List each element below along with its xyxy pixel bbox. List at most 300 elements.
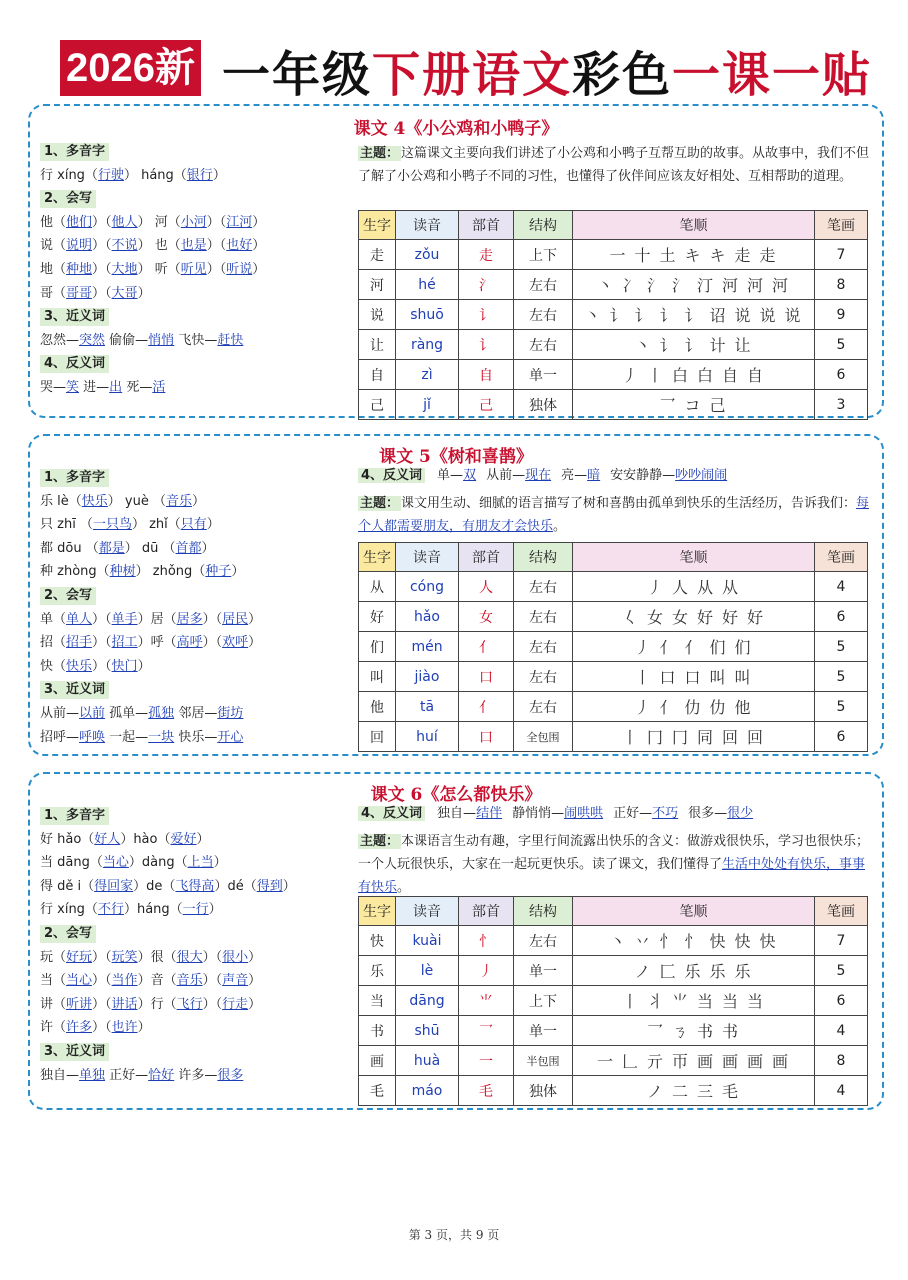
stroke-step: 讠	[684, 306, 704, 325]
antonyms-line	[358, 804, 870, 824]
antonym-pair	[437, 806, 502, 821]
vocab-line	[40, 537, 360, 561]
stroke-step: 当	[722, 992, 742, 1011]
text-fragment: ） zhǒng（	[135, 564, 206, 580]
text-fragment: ）音（	[137, 973, 177, 989]
column-header: 结构	[514, 211, 573, 240]
vocab-line	[40, 655, 360, 679]
text-fragment: ）dé（	[214, 878, 257, 894]
column-header: 笔顺	[573, 543, 815, 572]
vocab-word: 突然	[79, 332, 106, 348]
lesson-summary	[358, 830, 870, 899]
antonym-pair	[613, 806, 678, 821]
text-fragment: ）	[231, 564, 245, 580]
pinyin-cell: máo	[396, 1076, 459, 1106]
stroke-step: 回	[747, 728, 767, 747]
stroke-step: 回	[722, 728, 742, 747]
vocab-word: 小河	[180, 214, 207, 230]
stroke-step: 丶	[596, 276, 616, 295]
vocab-word: 不说	[111, 238, 138, 254]
vocab-line	[40, 608, 360, 632]
vocab-word: 行驶	[97, 167, 124, 183]
text-fragment: ）de（	[133, 878, 176, 894]
radical-cell: 人	[459, 572, 514, 602]
vocab-word: 招手	[66, 635, 93, 651]
vocab-word: 吵吵闹闹	[675, 468, 728, 483]
stroke-step: 自	[722, 366, 742, 385]
vocab-word: 听讲	[66, 996, 93, 1012]
vocab-word: 很大	[176, 949, 203, 965]
pinyin-cell: jǐ	[396, 390, 459, 420]
stroke-step: 口	[684, 668, 704, 687]
table-row	[359, 986, 868, 1016]
char-cell: 乐	[359, 956, 396, 986]
stroke-step: 同	[697, 728, 717, 747]
stroke-step: 氵	[671, 276, 691, 295]
stroke-step: 乛	[646, 1022, 666, 1041]
text-fragment: ）	[248, 611, 262, 627]
vocab-line	[40, 513, 360, 537]
text-fragment: ）居（	[137, 611, 177, 627]
radical-cell: 讠	[459, 330, 514, 360]
stroke-count-cell: 6	[815, 986, 868, 1016]
vocab-line	[40, 631, 360, 655]
text-fragment: ）（	[92, 973, 112, 989]
pinyin-cell: jiào	[396, 662, 459, 692]
vocab-word: 很小	[222, 949, 249, 965]
stroke-step: 说	[734, 306, 754, 325]
radical-cell: 乛	[459, 1016, 514, 1046]
stroke-step: 白	[671, 366, 691, 385]
text-fragment: ）	[248, 635, 262, 651]
table-row	[359, 572, 868, 602]
text-fragment: ） dū （	[124, 540, 176, 556]
text-fragment: ）	[196, 831, 210, 847]
vocab-line	[40, 140, 360, 164]
stroke-step: 叫	[709, 668, 729, 687]
stroke-order-cell	[573, 300, 815, 330]
stroke-step: 快	[709, 932, 729, 951]
stroke-step: 讠	[634, 306, 654, 325]
structure-cell: 单一	[514, 956, 573, 986]
vocab-word: 一块	[148, 729, 175, 745]
vocab-word: 暗	[587, 468, 601, 483]
vocab-word: 悄悄	[148, 332, 175, 348]
column-header: 读音	[396, 543, 459, 572]
stroke-step: ノ	[646, 1082, 666, 1101]
stroke-step: 讠	[609, 306, 629, 325]
stroke-step: 说	[759, 306, 779, 325]
summary-label: 主题：	[360, 496, 400, 511]
text-fragment: ） 河（	[137, 214, 181, 230]
char-cell: 好	[359, 602, 396, 632]
vocab-word: 闹哄哄	[564, 806, 604, 821]
table-row	[359, 360, 868, 390]
structure-cell: 左右	[514, 572, 573, 602]
vocab-line	[40, 560, 360, 584]
vocab-word: 他们	[66, 214, 93, 230]
column-header: 结构	[514, 543, 573, 572]
char-cell: 说	[359, 300, 396, 330]
structure-cell: 上下	[514, 986, 573, 1016]
text-fragment: 单—	[437, 468, 464, 483]
pinyin-cell: mén	[396, 632, 459, 662]
stroke-order-cell	[573, 692, 815, 722]
text-fragment: ）（	[202, 611, 223, 627]
vocab-word: 得到	[256, 878, 283, 894]
table-row	[359, 662, 868, 692]
vocab-word: 声音	[222, 973, 249, 989]
text-fragment: ） 也（	[137, 238, 181, 254]
text-fragment: 招呼—	[40, 729, 80, 745]
text-fragment: 静悄悄—	[512, 806, 565, 821]
stroke-count-cell: 5	[815, 632, 868, 662]
text-fragment: ）（	[92, 611, 112, 627]
radical-cell: 氵	[459, 270, 514, 300]
vocab-word: 不巧	[652, 806, 679, 821]
stroke-order-cell	[573, 360, 815, 390]
text-fragment: ）	[252, 238, 266, 254]
table-row	[359, 240, 868, 270]
year-badge: 2026新	[60, 40, 201, 96]
text-fragment: 哭—	[40, 379, 67, 395]
stroke-order-cell	[573, 632, 815, 662]
text-fragment: 正好—	[613, 806, 653, 821]
text-fragment: 本课语言生动有趣，字里行间流露出快乐的含义：做游戏很快乐，学习也很快乐；一个人玩很快乐，大家在一起玩更快乐。读了课文，我们懂得了	[358, 834, 870, 872]
vocab-word: 单人	[66, 611, 93, 627]
stroke-step: 书	[722, 1022, 742, 1041]
stroke-order-cell	[573, 956, 815, 986]
pinyin-cell: zì	[396, 360, 459, 390]
stroke-count-cell: 9	[815, 300, 868, 330]
vocab-word: 上当	[187, 855, 214, 871]
structure-cell: 全包围	[514, 722, 573, 752]
stroke-step: 丨	[621, 992, 641, 1011]
vocab-word: 听说	[226, 261, 253, 277]
radical-cell: 毛	[459, 1076, 514, 1106]
text-fragment: ）háng（	[123, 902, 183, 918]
stroke-order-cell	[573, 722, 815, 752]
structure-cell: 左右	[514, 602, 573, 632]
text-fragment: 很多—	[688, 806, 728, 821]
vocab-line	[40, 804, 360, 828]
column-header: 生字	[359, 543, 396, 572]
stroke-order-cell	[573, 390, 815, 420]
vocab-word: 好玩	[66, 949, 93, 965]
vocab-word: 得回家	[94, 878, 134, 894]
pinyin-cell: hǎo	[396, 602, 459, 632]
vocab-word: 当心	[102, 855, 129, 871]
vocab-word: 种子	[205, 564, 232, 580]
stroke-step: 们	[709, 638, 729, 657]
antonym-pair	[486, 468, 551, 483]
stroke-step: 乛	[659, 396, 679, 415]
table-row	[359, 330, 868, 360]
text-fragment: 独自—	[437, 806, 477, 821]
stroke-step: 他	[734, 698, 754, 717]
text-fragment: ）	[137, 1020, 151, 1036]
stroke-step: 仂	[684, 698, 704, 717]
column-header: 读音	[396, 211, 459, 240]
text-fragment: 这篇课文主要向我们讲述了小公鸡和小鸭子互帮互助的故事。从故事中，我们不但了解了小公鸡和小鸭子不同的习性，也懂得了伙伴间应该友好相处、互相帮助的道理。	[358, 146, 870, 184]
text-fragment: 从前—	[486, 468, 526, 483]
column-header: 部首	[459, 543, 514, 572]
table-row	[359, 602, 868, 632]
vocab-word: 银行	[186, 167, 213, 183]
stroke-step: 白	[697, 366, 717, 385]
text-fragment: ）（	[92, 996, 112, 1012]
stroke-order-cell	[573, 662, 815, 692]
stroke-step: 画	[772, 1052, 792, 1071]
char-cell: 从	[359, 572, 396, 602]
stroke-count-cell: 6	[815, 602, 868, 632]
stroke-step: 好	[747, 608, 767, 627]
vocab-line	[40, 164, 360, 188]
vocab-word: 活	[152, 379, 166, 395]
vocab-line	[40, 258, 360, 282]
pinyin-cell: shuō	[396, 300, 459, 330]
vocab-line	[40, 702, 360, 726]
text-fragment: ）	[212, 167, 226, 183]
vocab-line	[40, 875, 360, 899]
text-fragment: 招（	[40, 635, 67, 651]
subheading: 1、多音字	[40, 469, 109, 487]
lesson-vocab-column	[40, 804, 360, 1087]
vocab-line	[40, 828, 360, 852]
char-cell: 自	[359, 360, 396, 390]
text-fragment: 他（	[40, 214, 67, 230]
vocab-line	[40, 282, 360, 306]
table-row	[359, 300, 868, 330]
stroke-step: キ	[709, 246, 729, 265]
stroke-order-cell	[573, 330, 815, 360]
stroke-order-cell	[573, 1016, 815, 1046]
title-part: 一课一贴	[672, 47, 873, 103]
char-cell: 书	[359, 1016, 396, 1046]
stroke-step: 画	[697, 1052, 717, 1071]
pinyin-cell: huà	[396, 1046, 459, 1076]
stroke-order-cell	[573, 602, 815, 632]
vocab-line	[40, 352, 360, 376]
text-fragment: 地（	[40, 261, 67, 277]
stroke-step: 帀	[671, 1052, 691, 1071]
vocab-word: 听见	[180, 261, 207, 277]
stroke-step: 丿	[646, 578, 666, 597]
vocab-line	[40, 969, 360, 993]
vocab-word: 首都	[175, 540, 202, 556]
stroke-order-cell	[573, 1076, 815, 1106]
vocab-word: 孤独	[148, 705, 175, 721]
subheading: 4、反义词	[40, 355, 109, 373]
radical-cell: 丿	[459, 956, 514, 986]
stroke-step: 一	[609, 246, 629, 265]
stroke-step: 忄	[659, 932, 679, 951]
lesson-5-section	[28, 434, 884, 756]
text-fragment: 讲（	[40, 996, 67, 1012]
char-cell: 让	[359, 330, 396, 360]
text-fragment: ）	[137, 658, 151, 674]
text-fragment: 安安静静—	[610, 468, 676, 483]
stroke-step: 忄	[684, 932, 704, 951]
vocab-line	[40, 726, 360, 750]
vocab-word: 江河	[226, 214, 253, 230]
vocab-word: 恰好	[148, 1067, 175, 1083]
radical-cell: 己	[459, 390, 514, 420]
vocab-word: 居多	[176, 611, 203, 627]
page-footer: 第 3 页，共 9 页	[408, 1228, 500, 1242]
stroke-step: 冫	[621, 276, 641, 295]
pinyin-cell: dāng	[396, 986, 459, 1016]
text-fragment: ）（	[92, 285, 112, 301]
stroke-step: 丿	[634, 698, 654, 717]
stroke-step: 丨	[634, 668, 654, 687]
title-part: 彩色	[572, 47, 673, 103]
vocab-word: 音乐	[176, 973, 203, 989]
stroke-step: 自	[747, 366, 767, 385]
stroke-step: 说	[784, 306, 804, 325]
vocab-word: 招工	[111, 635, 138, 651]
vocab-word: 出	[109, 379, 123, 395]
text-fragment: ）（	[202, 996, 223, 1012]
radical-cell: 口	[459, 722, 514, 752]
vocab-line	[40, 1064, 360, 1088]
table-row	[359, 926, 868, 956]
vocab-word: 玩笑	[111, 949, 138, 965]
stroke-step: 丷	[634, 932, 654, 951]
stroke-step: 从	[697, 578, 717, 597]
stroke-count-cell: 4	[815, 1016, 868, 1046]
lesson-4-section	[28, 104, 884, 418]
column-header: 结构	[514, 897, 573, 926]
text-fragment: ）（	[92, 1020, 112, 1036]
text-fragment: ）（	[206, 214, 227, 230]
text-fragment: ）	[191, 493, 205, 509]
vocab-word: 音乐	[165, 493, 192, 509]
stroke-step: 书	[697, 1022, 717, 1041]
text-fragment: 说（	[40, 238, 67, 254]
vocab-word: 也是	[180, 238, 207, 254]
text-fragment: ）hào（	[120, 831, 171, 847]
stroke-step: 十	[634, 246, 654, 265]
antonym-pair	[437, 468, 476, 483]
stroke-step: 仂	[709, 698, 729, 717]
character-table	[358, 542, 868, 752]
vocab-line	[40, 305, 360, 329]
vocab-word: 现在	[525, 468, 552, 483]
stroke-step: 画	[747, 1052, 767, 1071]
stroke-step: 亻	[659, 698, 679, 717]
vocab-word: 单手	[111, 611, 138, 627]
char-cell: 走	[359, 240, 396, 270]
stroke-step: 匚	[659, 962, 679, 981]
lesson-detail-column	[358, 804, 870, 899]
stroke-step: 亓	[646, 1052, 666, 1071]
text-fragment: ）	[248, 996, 262, 1012]
pinyin-cell: cóng	[396, 572, 459, 602]
text-fragment: 种 zhòng（	[40, 564, 110, 580]
text-fragment: 进—	[79, 379, 110, 395]
text-fragment: 哥（	[40, 285, 67, 301]
pinyin-cell: zǒu	[396, 240, 459, 270]
stroke-step: キ	[684, 246, 704, 265]
stroke-order-cell	[573, 572, 815, 602]
column-header: 笔画	[815, 897, 868, 926]
summary-label: 主题：	[360, 146, 400, 161]
text-fragment: 正好—	[105, 1067, 149, 1083]
table-row	[359, 1076, 868, 1106]
vocab-line	[40, 376, 360, 400]
vocab-word: 以前	[79, 705, 106, 721]
vocab-word: 快乐	[81, 493, 108, 509]
char-cell: 毛	[359, 1076, 396, 1106]
text-fragment: 玩（	[40, 949, 67, 965]
vocab-word: 街坊	[217, 705, 244, 721]
stroke-step: 女	[671, 608, 691, 627]
column-header: 生字	[359, 897, 396, 926]
structure-cell: 左右	[514, 632, 573, 662]
stroke-count-cell: 4	[815, 572, 868, 602]
vocab-word: 大地	[111, 261, 138, 277]
stroke-count-cell: 6	[815, 722, 868, 752]
pinyin-cell: hé	[396, 270, 459, 300]
structure-cell: 单一	[514, 360, 573, 390]
lesson-6-section	[28, 772, 884, 1110]
text-fragment: 许多—	[174, 1067, 218, 1083]
pinyin-cell: lè	[396, 956, 459, 986]
char-cell: 快	[359, 926, 396, 956]
table-row	[359, 632, 868, 662]
text-fragment: 忽然—	[40, 332, 80, 348]
vocab-line	[40, 898, 360, 922]
column-header: 笔画	[815, 211, 868, 240]
vocab-line	[40, 211, 360, 235]
vocab-word: 赶快	[217, 332, 244, 348]
vocab-word: 行走	[222, 996, 249, 1012]
char-cell: 画	[359, 1046, 396, 1076]
antonym-pair	[561, 468, 600, 483]
text-fragment: 课文用生动、细腻的语言描写了树和喜鹊由孤单到快乐的生活经历，告诉我们：	[401, 496, 857, 511]
text-fragment: ）	[201, 540, 215, 556]
text-fragment: 得 dě i（	[40, 878, 95, 894]
lesson-title: 课文 6《怎么都快乐》	[370, 785, 542, 805]
vocab-line	[40, 490, 360, 514]
stroke-step: 丬	[646, 992, 666, 1011]
text-fragment: ）	[248, 949, 262, 965]
radical-cell: 女	[459, 602, 514, 632]
column-header: 笔画	[815, 543, 868, 572]
vocab-line	[40, 922, 360, 946]
text-fragment: 邻居—	[174, 705, 218, 721]
text-fragment: ）	[206, 517, 220, 533]
char-cell: 回	[359, 722, 396, 752]
stroke-step: 人	[671, 578, 691, 597]
stroke-step: 乐	[684, 962, 704, 981]
vocab-line	[40, 851, 360, 875]
stroke-step: 二	[671, 1082, 691, 1101]
stroke-step: 土	[659, 246, 679, 265]
vocab-line	[40, 187, 360, 211]
stroke-count-cell: 6	[815, 360, 868, 390]
vocab-word: 大哥	[111, 285, 138, 301]
antonyms-label: 4、反义词	[358, 806, 425, 821]
text-fragment: ）（	[92, 238, 112, 254]
stroke-step: 走	[734, 246, 754, 265]
text-fragment: ）	[252, 214, 266, 230]
text-fragment: 乐 lè（	[40, 493, 82, 509]
lesson-detail-column	[358, 466, 870, 538]
text-fragment: ）	[213, 855, 227, 871]
stroke-step: 走	[759, 246, 779, 265]
